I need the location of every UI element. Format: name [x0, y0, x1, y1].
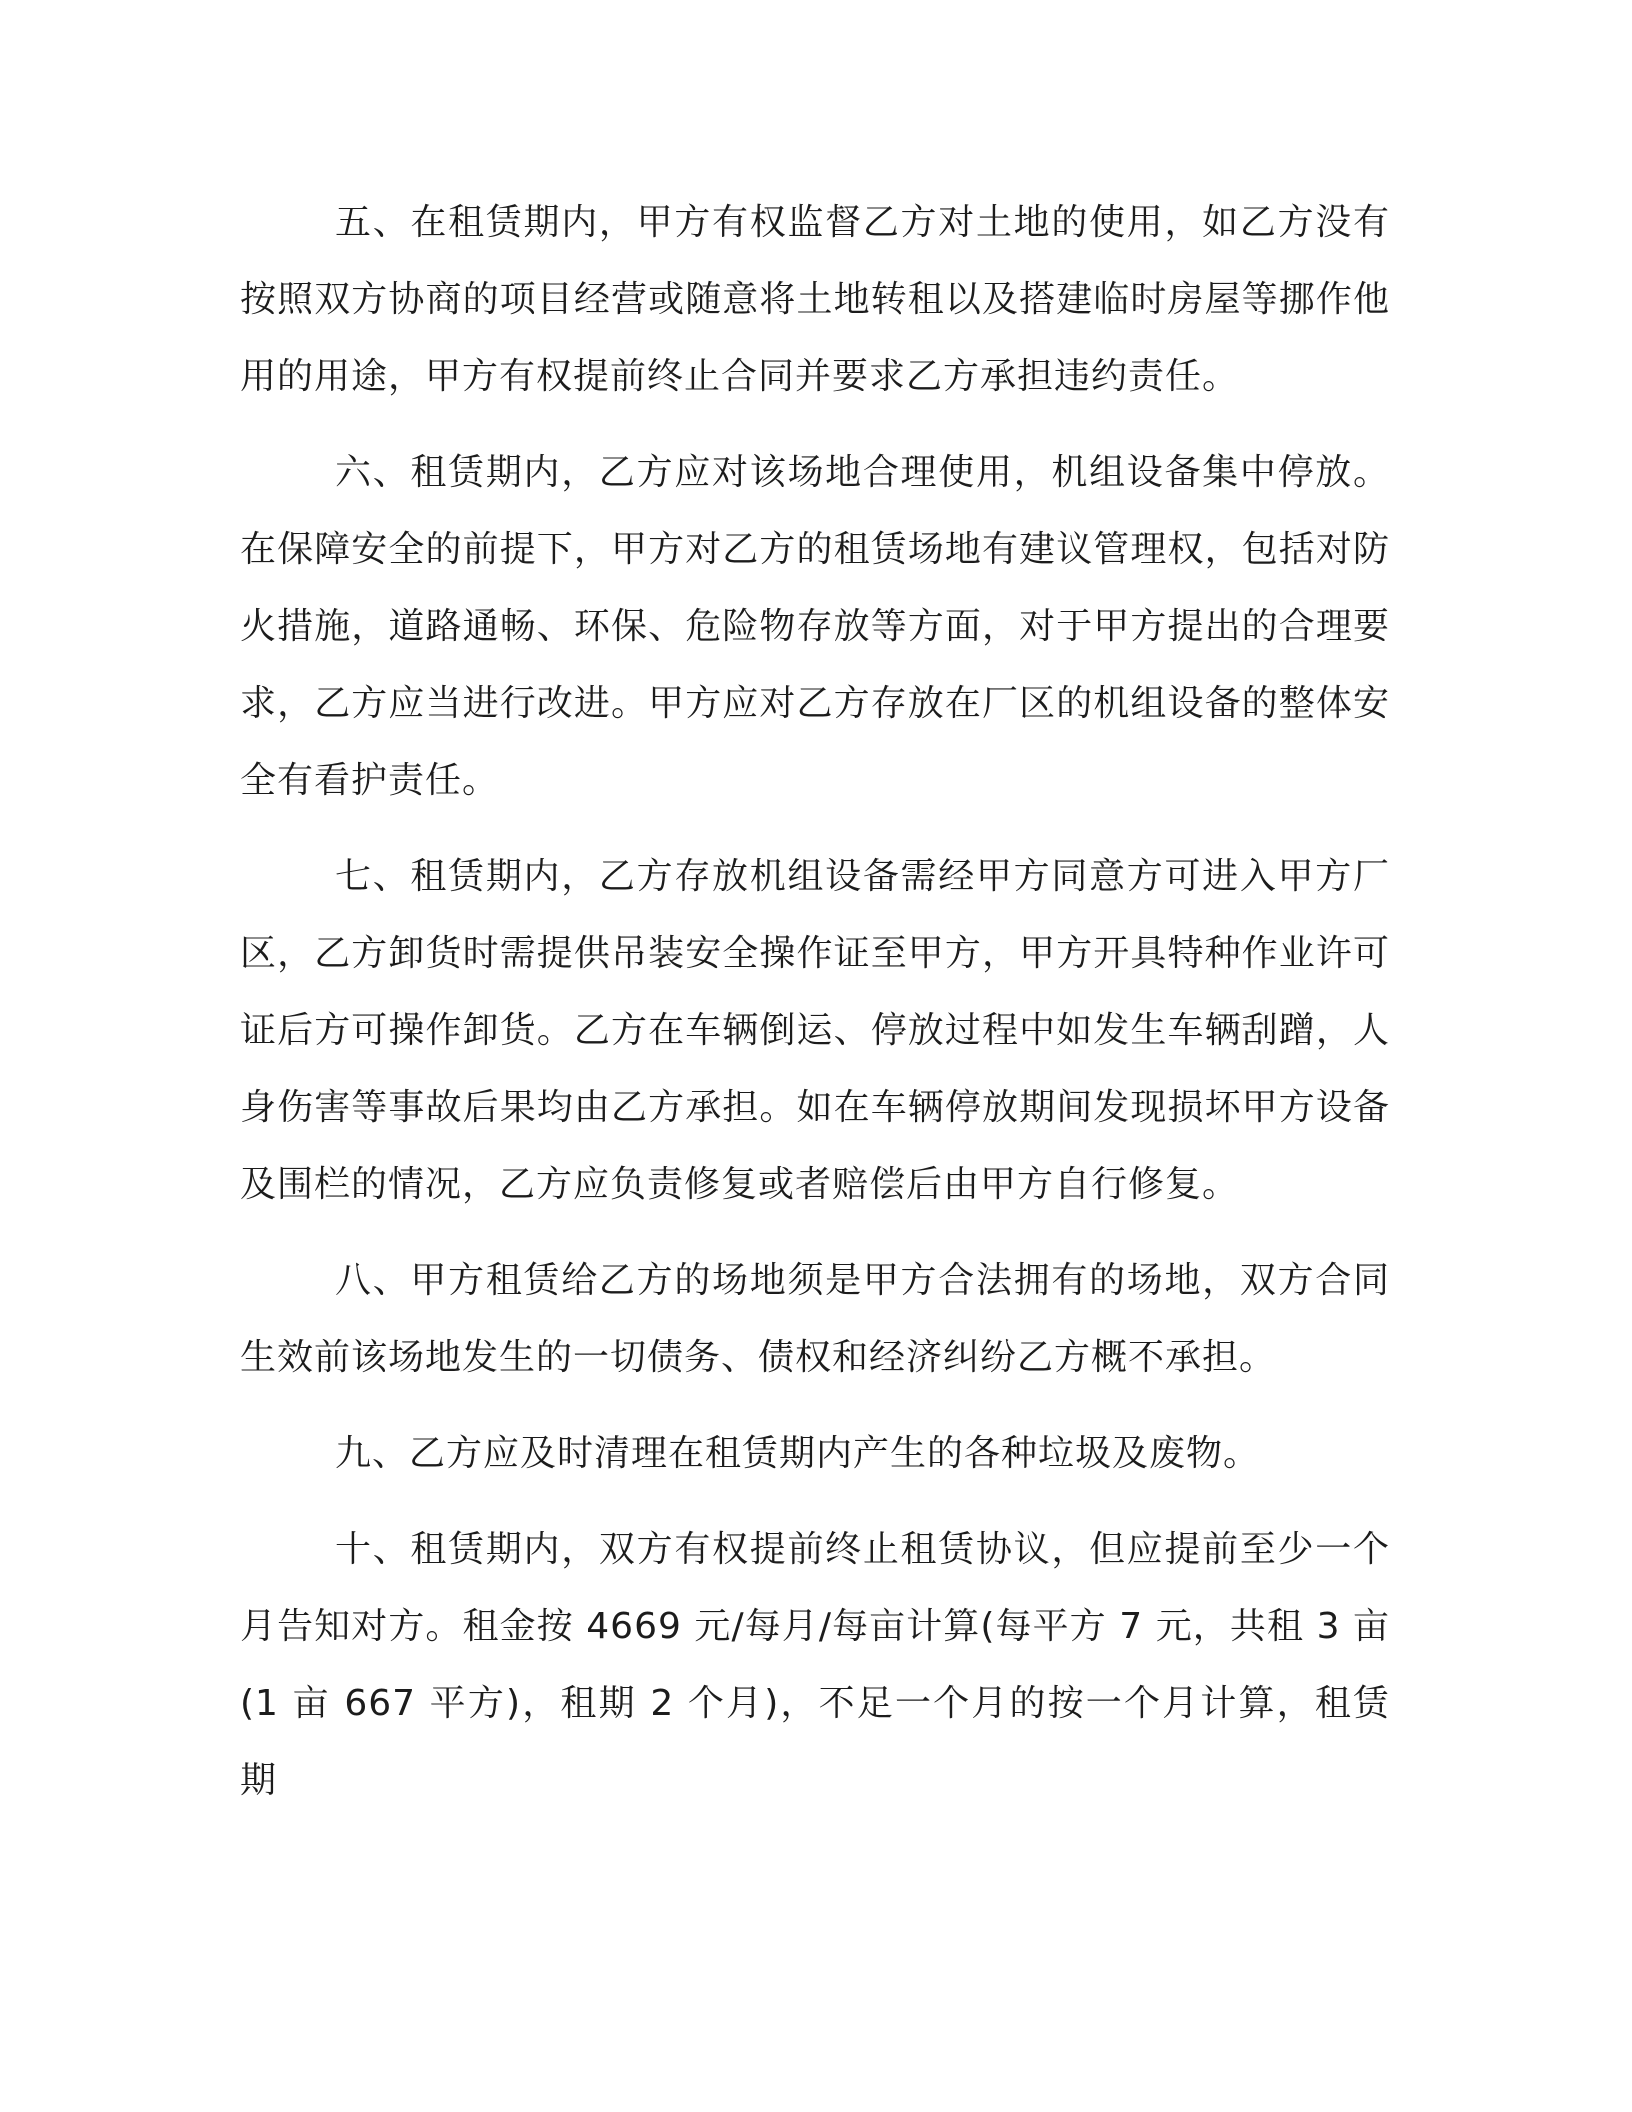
document-body — [240, 184, 1390, 1819]
clause-8-paragraph: 八、甲方租赁给乙方的场地须是甲方合法拥有的场地，双方合同生效前该场地发生的一切债务、债权和经济纠纷乙方概不承担。 — [240, 1260, 1390, 1378]
clause-7-paragraph: 七、租赁期内，乙方存放机组设备需经甲方同意方可进入甲方厂区，乙方卸货时需提供吊装安全操作证至甲方，甲方开具特种作业许可证后方可操作卸货。乙方在车辆倒运、停放过程中如发生车辆刮蹭，人身伤害等事故后果均由乙方承担。如在车辆停放期间发现损坏甲方设备及围栏的情况，乙方应负责修复或者赔偿后由甲方自行修复。 — [240, 856, 1390, 1205]
clause-5-paragraph: 五、在租赁期内，甲方有权监督乙方对土地的使用，如乙方没有按照双方协商的项目经营或随意将土地转租以及搭建临时房屋等挪作他用的用途，甲方有权提前终止合同并要求乙方承担违约责任。 — [240, 202, 1390, 397]
clause-9-paragraph: 九、乙方应及时清理在租赁期内产生的各种垃圾及废物。 — [335, 1433, 1261, 1474]
clause-6-paragraph: 六、租赁期内，乙方应对该场地合理使用，机组设备集中停放。在保障安全的前提下，甲方对乙方的租赁场地有建议管理权，包括对防火措施，道路通畅、环保、危险物存放等方面，对于甲方提出的合理要求，乙方应当进行改进。甲方应对乙方存放在厂区的机组设备的整体安全有看护责任。 — [240, 452, 1390, 801]
clause-10-paragraph: 十、租赁期内，双方有权提前终止租赁协议，但应提前至少一个月告知对方。租金按 4669 元/每月/每亩计算(每平方 7 元，共租 3 亩(1 亩 667 平方)，租期 2 个月)，不足一个月的按一个月计算，租赁期 — [240, 1529, 1390, 1801]
